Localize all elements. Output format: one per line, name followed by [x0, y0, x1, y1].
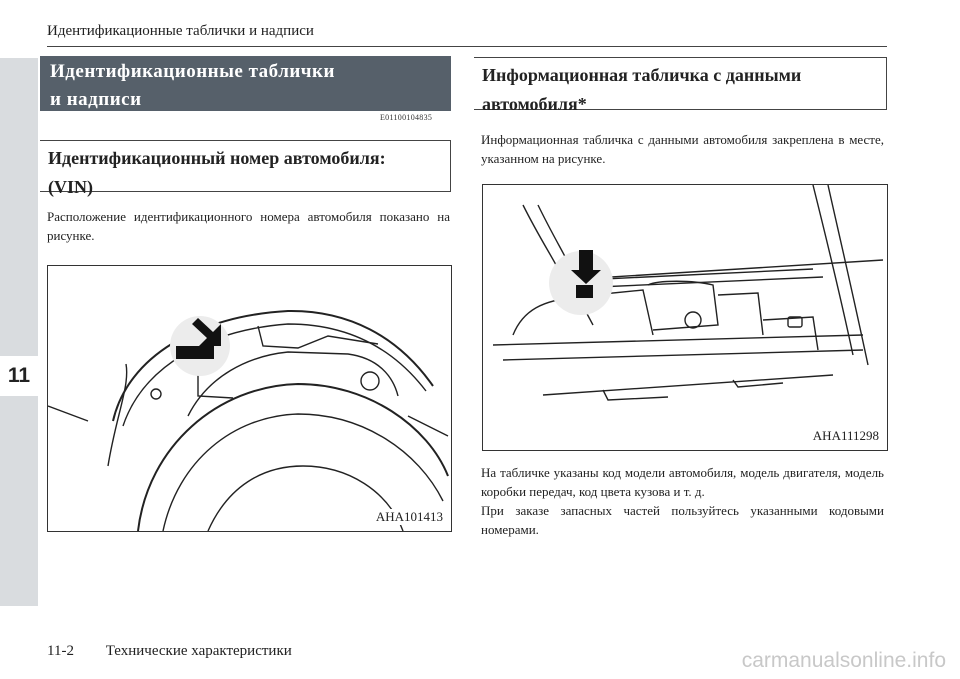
vin-subheading-line-2: (VIN)	[48, 177, 93, 197]
vin-plate-marker	[176, 346, 214, 359]
info-plate-marker	[576, 285, 593, 298]
info-plate-subheading	[474, 57, 887, 114]
info-paragraph-3-text: При заказе запасных частей пользуйтесь указанными кодовыми номерами.	[481, 503, 884, 537]
header-rule	[47, 46, 887, 47]
banner-line-1: Идентификационные таблички	[50, 61, 335, 82]
document-code: E01100104835	[380, 113, 433, 122]
chapter-number: 11	[7, 364, 31, 387]
vin-location-figure	[47, 265, 452, 532]
running-header: Идентификационные таблички и надписи	[47, 23, 314, 39]
chapter-side-strip	[0, 58, 38, 606]
page-number: 11-2	[47, 643, 74, 659]
chapter-tab	[0, 356, 38, 396]
footer-section: Технические характеристики	[105, 643, 292, 659]
info-plate-figure	[482, 184, 888, 451]
section-banner	[40, 56, 451, 111]
figure-label: AHA101413	[375, 509, 443, 524]
vin-paragraph: Расположение идентификационного номера автомобиля показано на рисунке.	[47, 209, 450, 243]
vin-subheading-line-1: Идентификационный номер автомобиля:	[48, 148, 386, 168]
vin-subheading	[40, 140, 451, 197]
page-footer	[47, 643, 292, 660]
info-subheading-line-2: автомобиля*	[482, 94, 587, 114]
watermark: carmanualsonline.info	[741, 649, 946, 672]
info-paragraph-2-text: На табличке указаны код модели автомобиля, модель двигателя, модель коробки передач, код цвета кузова и т. д.	[481, 465, 884, 499]
banner-line-2: и надписи	[50, 89, 142, 110]
wheel-arch-illustration	[48, 266, 451, 531]
info-subheading-line-1: Информационная табличка с данными	[482, 65, 802, 85]
info-paragraph-2	[481, 463, 884, 539]
info-paragraph-1: Информационная табличка с данными автомобиля закреплена в месте, указанном на рисунке.	[481, 132, 884, 166]
engine-bay-illustration	[483, 185, 887, 450]
figure-label-2: AHA111298	[812, 428, 879, 443]
